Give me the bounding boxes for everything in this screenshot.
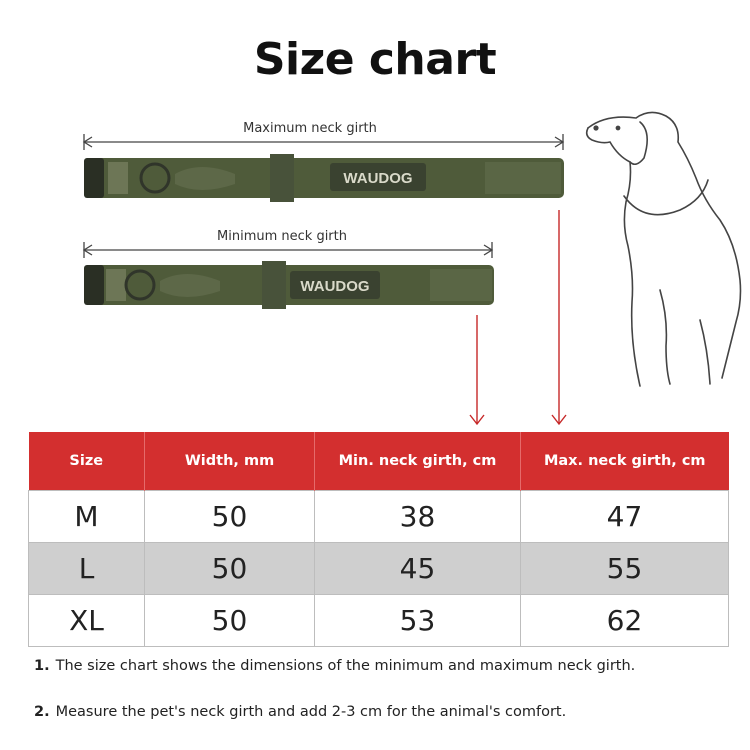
brand-label-min: WAUDOG	[300, 278, 370, 295]
cell-size: M	[29, 491, 145, 543]
table-header-row	[29, 432, 729, 491]
header-min-girth: Min. neck girth, cm	[315, 432, 521, 491]
page-title: Size chart	[253, 34, 497, 85]
cell-max-girth: 55	[521, 543, 729, 595]
header-max-girth: Max. neck girth, cm	[521, 432, 729, 491]
max-girth-label: Maximum neck girth	[243, 121, 377, 136]
table-row	[29, 595, 729, 647]
cell-size: XL	[29, 595, 145, 647]
header-size: Size	[29, 432, 145, 491]
table-row	[29, 491, 729, 543]
note-2-text: Measure the pet's neck girth and add 2-3 cm for the animal's comfort.	[55, 704, 567, 720]
header-width: Width, mm	[145, 432, 315, 491]
cell-max-girth: 62	[521, 595, 729, 647]
min-girth-label: Minimum neck girth	[217, 229, 347, 244]
collar-min	[84, 261, 494, 309]
note-1	[34, 658, 635, 674]
size-table	[28, 432, 729, 647]
max-pointer-arrow	[552, 210, 566, 424]
min-pointer-arrow	[470, 315, 484, 424]
cell-min-girth: 45	[315, 543, 521, 595]
cell-width: 50	[145, 543, 315, 595]
min-measure-arrow	[84, 242, 492, 258]
cell-min-girth: 53	[315, 595, 521, 647]
note-2	[34, 704, 566, 720]
note-1-number: 1.	[34, 658, 50, 674]
table-row	[29, 543, 729, 595]
dog-outline-icon	[587, 112, 741, 386]
cell-max-girth: 47	[521, 491, 729, 543]
max-measure-arrow	[84, 134, 563, 150]
note-1-text: The size chart shows the dimensions of the minimum and maximum neck girth.	[55, 658, 636, 674]
cell-width: 50	[145, 595, 315, 647]
note-2-number: 2.	[34, 704, 50, 720]
collar-max	[84, 154, 564, 202]
cell-min-girth: 38	[315, 491, 521, 543]
brand-label-max: WAUDOG	[343, 170, 413, 187]
cell-width: 50	[145, 491, 315, 543]
cell-size: L	[29, 543, 145, 595]
